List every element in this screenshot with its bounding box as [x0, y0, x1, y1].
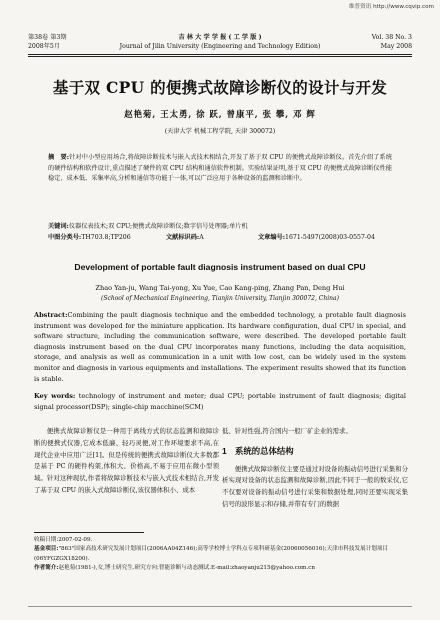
date-cn: 2008年5月 [28, 43, 61, 50]
abstract-cn-text: 针对中小型应用场合,将故障诊断技术与嵌入式技术相结合,开发了基于双 CPU 的便携式故障诊断仪。首先介绍了系统的硬件结构和软件设计,重点描述了硬件的双 CPU 结构和通信软件机制。实验结果证明,基于双 CPU 的便携式故障诊断仪性能稳定、成本低、采集率高,分析和通信等功能于一体,可以广泛应用于各种设备的监测和诊断中。 [48, 154, 392, 183]
running-header-bottom [28, 43, 412, 51]
fund-note: 基金项目:"863"国家高技术研究发展计划项目(2006AA04Z146);高等学校博士学科点专项科研基金(20060056016);天津市科技发展计划项目(06YFGZGX18200). [34, 546, 389, 562]
body-left-column [34, 426, 219, 497]
affiliation-en: (School of Mechanical Engineering, Tianjin University, Tianjin 300072, China) [101, 295, 339, 302]
intro-continuation: 低、针对性强,符合国内一般厂矿企业的需求。 [222, 427, 352, 435]
keywords-en-text: technology of instrument and meter; dual CPU; portable instrument of fault diagnosis; digital signal processor(DSP); single-chip macchine(SCM) [34, 392, 406, 411]
abstract-cn-label: 摘 要: [48, 154, 70, 161]
header-rule-2 [28, 56, 412, 57]
running-header-top [28, 34, 412, 42]
keywords-cn-label: 关键词: [48, 223, 69, 230]
article-number: 文章编号:1671-5497(2008)03-0557-04 [258, 234, 375, 241]
keywords-cn [48, 222, 392, 233]
footnotes [34, 536, 410, 574]
volume-cn: 第38卷 第3期 [28, 34, 67, 41]
abstract-en [34, 310, 406, 384]
header-rule [28, 54, 412, 55]
abstract-en-label: Abstract: [34, 311, 68, 319]
authors-en: Zhao Yan-ju, Wang Tai-yong, Xu Yue, Cao Kang-ping, Zhang Pan, Deng Hui [95, 284, 345, 292]
abstract-en-text: Combining the pault diagnosis technique and the embedded technology, a protable fault diagnosis instrument was developed for the miniature application. Its hardware configuration, dual CPU in special, and software structure, including the communication software, were described. The developed portable fault diagnosis instrument based on the dual CPU incorporates many functions, including the data acquisition, storage, and analysis as well as communication in a unit with low cost, can be widely used in the system monitor and diagnosis in various equipments and installations. The experiment results showed that its function is stable. [34, 311, 406, 383]
date-en: May 2008 [380, 43, 412, 50]
received-date: 收稿日期:2007-02-09. [34, 537, 93, 543]
clc-number: 中图分类号:TH703.8;TP206 [48, 234, 131, 241]
title-cn: 基于双 CPU 的便携式故障诊断仪的设计与开发 [52, 78, 388, 97]
footnote-rule [34, 532, 144, 533]
keywords-en [34, 391, 406, 412]
body-right-column [222, 426, 408, 511]
keywords-en-label: Key words: [34, 392, 76, 400]
section-heading: 1 系统的总体结构 [222, 445, 294, 456]
affiliation-cn: (天津大学 机械工程学院, 天津 300072) [164, 128, 276, 135]
title-en: Development of portable fault diagnosis instrument based on dual CPU [74, 262, 366, 272]
journal-name-en: Journal of Jilin University (Engineering and Technology Edition) [119, 43, 321, 50]
volume-en: Vol. 38 No. 3 [371, 34, 412, 41]
journal-name-cn: 吉 林 大 学 学 报 ( 工 学 版 ) [178, 34, 262, 41]
watermark-logo: 维普资讯 http://www.cqvip.com [348, 4, 434, 10]
section-paragraph: 便携式故障诊断仪主要是通过对设备的振动信号进行采集和分析实现对设备的状态监测和故障诊断,因此不同于一般的数采仪,它不仅要对设备的振动信号进行采集和数据处理,同时还要实现采集信号的波形显示和存储,并带有专门的数据 [222, 464, 408, 508]
doc-code: 文献标识码:A [166, 234, 204, 241]
intro-paragraph: 便携式故障诊断仪是一种用于离线方式的状态监测和故障诊断的便携式仪器,它成本低廉、轻巧灵便,对工作环境要求不高,在现代企业中应用广泛[1]。但是传统的便携式故障诊断仪大多数都是基于 PC 的硬件构架,体积大、价格高,不易于应用在微小型领域。针对这种现状,作者将故障诊断技术与嵌入式技术相结合,开发了基于双 CPU 的嵌入式故障诊断仪,该仪器体积小、成本 [34, 427, 219, 494]
keywords-cn-text: 仪器仪表技术;双 CPU;便携式故障诊断仪;数字信号处理器;单片机 [68, 223, 248, 230]
abstract-cn [48, 153, 392, 185]
bottom-rule [28, 606, 412, 607]
classification-row [48, 233, 392, 244]
author-bio: 作者简介:赵艳菊(1981-),女,博士研究生.研究方向:智能诊断与动态测试.E-mail:zhaoyanju215@yahoo.com.cn [34, 565, 315, 572]
authors-cn: 赵艳菊, 王太勇, 徐 跃, 曾康平, 张 攀, 邓 辉 [124, 109, 316, 119]
